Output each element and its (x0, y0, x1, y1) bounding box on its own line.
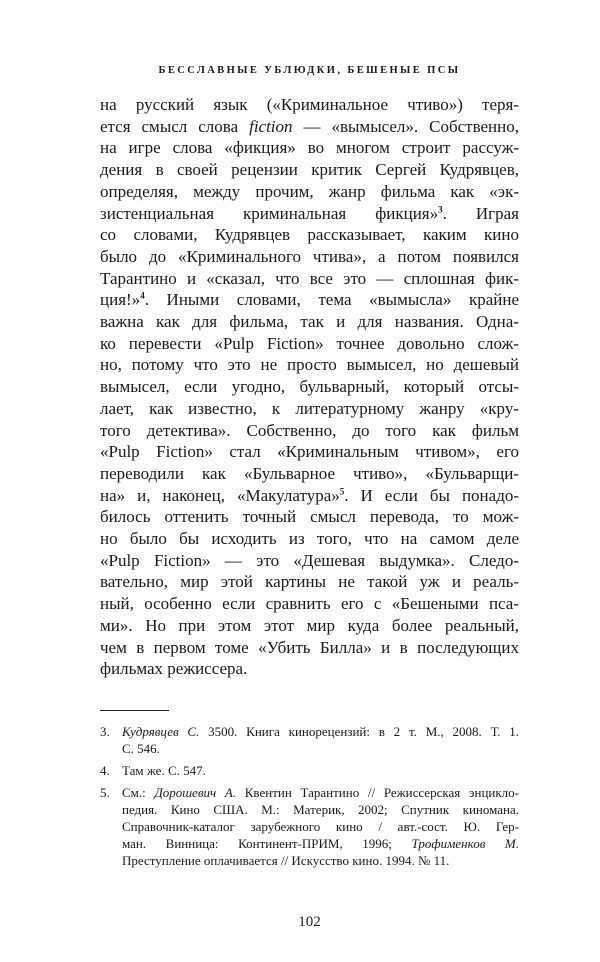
text-segment: было до «Криминального чтива», а потом появился (100, 246, 519, 266)
footnote-number: 4. (100, 762, 110, 778)
text-segment: 3500. Книга кинорецензий: в 2 т. М., 2008. Т. 1. (199, 723, 519, 739)
text-segment: вательно, мир этой картины не такой уж и реаль- (100, 572, 519, 592)
text-line (100, 376, 519, 398)
text-line (100, 420, 519, 442)
text-segment: fiction (249, 116, 293, 136)
text-segment: важна как для фильма, так и для названия. Одна- (100, 312, 519, 332)
text-segment: фильмах режиссера. (100, 659, 248, 679)
text-line (100, 658, 519, 680)
text-segment: лает, как известно, к литературному жанру «кру- (100, 398, 519, 418)
text-segment: ко перевести «Pulp Fiction» точнее довольно слож- (100, 333, 519, 353)
text-line (100, 571, 519, 593)
text-segment: Трофименков М. (411, 835, 519, 851)
text-line (100, 181, 519, 203)
text-line (100, 311, 519, 333)
text-line (100, 485, 519, 507)
text-segment: зистенциальная криминальная фикция» (100, 203, 439, 223)
text-line (100, 268, 519, 290)
footnote-line (122, 801, 519, 818)
text-segment: Тарантино и «сказал, что все это — сплошная фик- (100, 268, 519, 288)
text-segment: . Играя (442, 203, 519, 223)
text-segment: Квентин Тарантино // Режиссерская энцикло- (236, 784, 520, 800)
footnote-ref: 5 (339, 486, 345, 496)
text-line (100, 354, 519, 376)
text-segment: Там же. С. 547. (122, 762, 206, 778)
footnote-line (122, 835, 519, 852)
text-segment: ется смысл слова (100, 116, 250, 136)
text-line (100, 94, 519, 116)
text-segment: — «вымысел». Собственно, (292, 116, 519, 136)
text-segment: С. 546. (122, 740, 160, 756)
text-segment: на» и, наконец, «Макулатура» (100, 485, 340, 505)
footnote-line (122, 818, 519, 835)
text-line (100, 398, 519, 420)
text-segment: билось оттенить точный смысл перевода, то мож- (100, 507, 519, 527)
text-segment: на русский язык («Криминальное чтиво») теря- (100, 95, 519, 114)
footnote-rule (100, 710, 169, 711)
text-segment: . И если бы понадо- (344, 485, 519, 505)
text-line (100, 333, 519, 355)
text-segment: со словами, Кудрявцев рассказывает, каким кино (100, 225, 519, 245)
text-line (100, 116, 519, 138)
footnote-line (122, 740, 519, 757)
text-segment: Кудрявцев С. (122, 723, 200, 739)
text-line (100, 593, 519, 615)
text-line (100, 463, 519, 485)
footnote (100, 762, 519, 779)
text-segment: ция!» (100, 290, 141, 310)
footnote (100, 784, 519, 869)
text-line (100, 224, 519, 246)
footnote-number: 5. (100, 784, 110, 800)
text-segment: на игре слова «фикция» во многом строит рассуж- (100, 138, 519, 158)
text-line (100, 246, 519, 268)
text-segment: . Иными словами, тема «вымысла» крайне (144, 290, 519, 310)
text-segment: ман. Винница: Континент-ПРИМ, 1996; (122, 835, 412, 851)
footnote-ref: 4 (140, 290, 145, 301)
footnote-ref: 3 (438, 203, 443, 214)
text-segment: чем в первом томе «Убить Билла» и в последующих (100, 637, 519, 657)
text-line (100, 203, 519, 225)
running-header: БЕССЛАВНЫЕ УБЛЮДКИ, БЕШЕНЫЕ ПСЫ (158, 65, 461, 76)
text-segment: «Pulp Fiction» — это «Дешевая выдумка». Следо- (100, 550, 519, 570)
text-line (100, 528, 519, 550)
text-segment: ми». Но при этом этот мир куда более реальный, (100, 615, 519, 635)
text-segment: Преступление оплачивается // Искусство кино. 1994. № 11. (122, 852, 450, 868)
text-segment: того детектива». Собственно, до того как фильм (100, 420, 519, 440)
page-number: 102 (298, 913, 321, 930)
text-segment: педия. Кино США. М.: Материк, 2002; Спутник киномана. (122, 801, 519, 817)
footnote-line (122, 784, 519, 801)
text-segment: См.: (122, 784, 155, 800)
text-line (100, 159, 519, 181)
text-segment: «Pulp Fiction» стал «Криминальным чтивом», его (100, 442, 519, 462)
footnotes (100, 723, 519, 869)
text-segment: дения в своей рецензии критик Сергей Кудрявцев, (100, 160, 519, 180)
text-segment: ный, особенно если сравнить его с «Бешеными пса- (100, 594, 519, 614)
main-text (100, 94, 519, 680)
text-line (100, 506, 519, 528)
text-line (100, 615, 519, 637)
text-segment: Справочник-каталог зарубежного кино / авт.-сост. Ю. Гер- (122, 818, 519, 834)
footnote-line (122, 723, 519, 740)
text-segment: но было бы исходить из того, что на самом деле (100, 529, 519, 549)
footnote-number: 3. (100, 723, 110, 739)
footnote-line (122, 762, 519, 779)
text-segment: вымысел, если угодно, бульварный, который отсы- (100, 377, 519, 397)
text-line (100, 550, 519, 572)
text-line (100, 637, 519, 659)
text-line (100, 289, 519, 311)
text-line (100, 441, 519, 463)
footnote (100, 723, 519, 757)
text-segment: определяя, между прочим, жанр фильма как «эк- (100, 181, 519, 201)
text-segment: Дорошевич А. (154, 784, 237, 800)
text-segment: переводили как «Бульварное чтиво», «Бульварщи- (100, 463, 519, 483)
text-segment: но, потому что это не просто вымысел, но дешевый (100, 355, 519, 375)
footnote-line (122, 852, 519, 869)
text-line (100, 137, 519, 159)
